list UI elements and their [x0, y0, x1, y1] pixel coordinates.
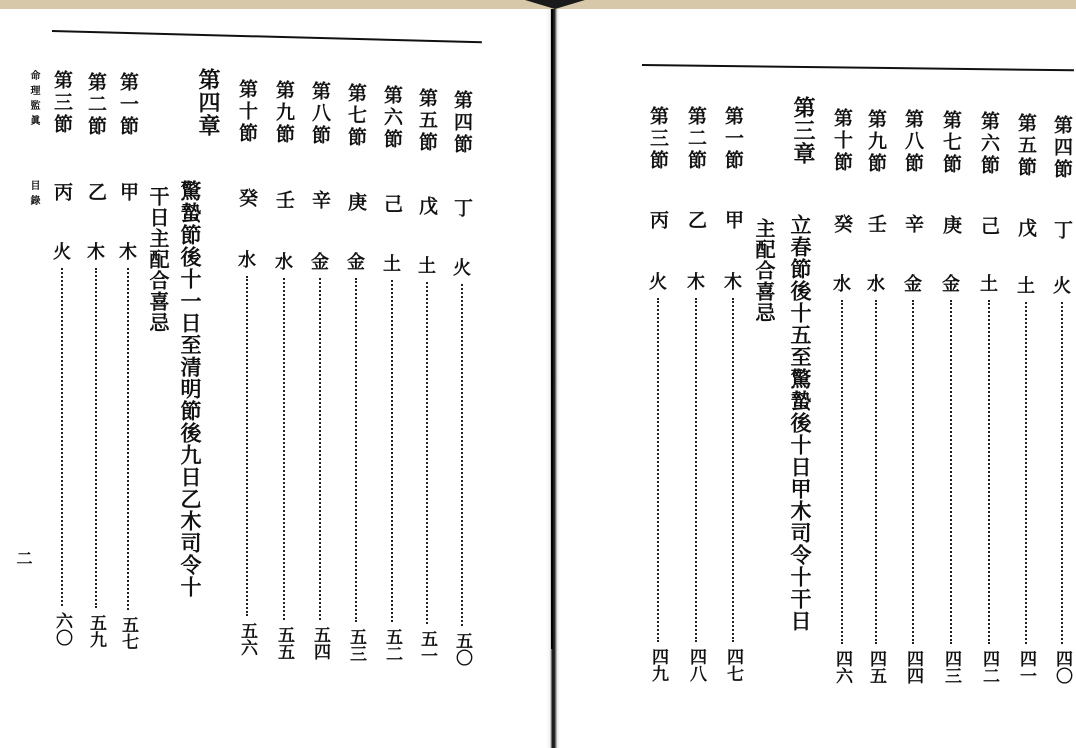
toc-entry-element: 木: [724, 272, 742, 293]
toc-entry-page: 五九: [86, 614, 106, 648]
toc-entry-stem: 庚: [940, 215, 962, 237]
toc-entry-element: 土: [1017, 276, 1035, 297]
toc-entry-element: 金: [942, 274, 960, 295]
toc-entry-element: 水: [275, 252, 293, 273]
toc-leader-dots: [875, 300, 877, 644]
toc-leader-dots: [246, 276, 248, 616]
toc-entry-element: 金: [904, 274, 922, 295]
toc-entry-page: 四一: [1016, 650, 1036, 684]
toc-entry-element: 木: [119, 242, 137, 263]
toc-leader-dots: [912, 300, 914, 644]
toc-entry-element: 水: [833, 274, 851, 295]
toc-entry-stem: 己: [381, 194, 403, 216]
toc-entry-stem: 甲: [117, 182, 139, 204]
toc-entry-stem: 甲: [722, 210, 744, 232]
toc-entry-label: 第四節: [1051, 115, 1073, 181]
toc-entry-element: 金: [347, 252, 365, 273]
toc-leader-dots: [1061, 302, 1063, 644]
toc-entry-page: 五七: [118, 616, 138, 650]
toc-entry-label: 第八節: [309, 81, 331, 147]
toc-entry-element: 土: [383, 254, 401, 275]
toc-entry-stem: 辛: [902, 214, 924, 236]
toc-entry-page: 四二: [979, 650, 999, 684]
toc-entry-element: 水: [867, 274, 885, 295]
toc-entry-element: 木: [687, 272, 705, 293]
toc-entry-page: 五三: [346, 628, 366, 662]
chapter-heading: 第四章: [195, 68, 221, 137]
chapter-subtitle: 干日主配合喜忌: [146, 186, 170, 333]
toc-leader-dots: [732, 298, 734, 642]
toc-entry-label: 第十節: [831, 108, 853, 174]
toc-leader-dots: [841, 300, 843, 644]
toc-entry-label: 第三節: [647, 106, 669, 172]
toc-entry-label: 第三節: [51, 70, 73, 136]
toc-entry-stem: 戊: [416, 196, 438, 218]
toc-entry-label: 第十節: [236, 79, 258, 145]
toc-entry-label: 第七節: [345, 83, 367, 149]
toc-leader-dots: [426, 282, 428, 624]
toc-leader-dots: [95, 268, 97, 608]
chapter-heading: 第三章: [790, 96, 816, 165]
toc-entry-stem: 丁: [451, 198, 473, 220]
running-head: 命理監眞: [28, 70, 39, 130]
toc-entry-page: 五五: [274, 626, 294, 660]
toc-entry-stem: 乙: [85, 182, 107, 204]
toc-entry-label: 第一節: [117, 72, 139, 138]
toc-leader-dots: [461, 284, 463, 626]
toc-entry-page: 四四: [903, 650, 923, 684]
toc-entry-page: 四五: [866, 650, 886, 684]
toc-entry-element: 火: [53, 242, 71, 263]
toc-entry-element: 土: [418, 256, 436, 277]
toc-entry-stem: 乙: [685, 210, 707, 232]
toc-leader-dots: [319, 278, 321, 620]
toc-entry-page: 四九: [648, 648, 668, 682]
toc-leader-dots: [127, 268, 129, 610]
page-folio: 二: [14, 550, 33, 566]
toc-entry-page: 五一: [417, 630, 437, 664]
top-notch: [525, 0, 585, 9]
toc-leader-dots: [988, 300, 990, 644]
toc-leader-dots: [657, 298, 659, 642]
toc-entry-page: 六〇: [52, 612, 72, 646]
book-gutter: [546, 9, 560, 748]
chapter-title: 立春節後十五至驚蟄後十日甲木司令十干日: [788, 214, 813, 632]
toc-entry-element: 土: [980, 274, 998, 295]
toc-entry-stem: 壬: [273, 190, 295, 212]
toc-entry-page: 四七: [723, 648, 743, 682]
toc-entry-element: 火: [649, 272, 667, 293]
running-section: 目錄: [28, 180, 39, 210]
toc-leader-dots: [61, 268, 63, 606]
toc-entry-stem: 己: [978, 216, 1000, 238]
toc-entry-label: 第六節: [381, 85, 403, 151]
gutter-shadow: [551, 9, 553, 649]
toc-entry-page: 四〇: [1052, 650, 1072, 684]
toc-entry-stem: 辛: [309, 190, 331, 212]
toc-entry-stem: 癸: [831, 214, 853, 236]
toc-entry-stem: 丙: [51, 182, 73, 204]
toc-entry-label: 第七節: [940, 110, 962, 176]
toc-entry-label: 第四節: [451, 90, 473, 156]
toc-entry-stem: 壬: [865, 214, 887, 236]
toc-entry-stem: 癸: [236, 188, 258, 210]
toc-entry-page: 五六: [237, 622, 257, 656]
toc-entry-element: 金: [311, 252, 329, 273]
toc-entry-label: 第一節: [722, 106, 744, 172]
toc-entry-page: 五四: [310, 626, 330, 660]
toc-entry-stem: 戊: [1015, 218, 1037, 240]
toc-entry-element: 火: [453, 258, 471, 279]
toc-entry-element: 水: [238, 250, 256, 271]
toc-entry-label: 第二節: [85, 72, 107, 138]
toc-leader-dots: [695, 298, 697, 642]
toc-leader-dots: [391, 280, 393, 622]
toc-entry-label: 第九節: [273, 80, 295, 146]
toc-entry-element: 木: [87, 242, 105, 263]
toc-leader-dots: [283, 278, 285, 620]
toc-entry-stem: 丁: [1051, 220, 1073, 242]
toc-entry-label: 第六節: [978, 111, 1000, 177]
toc-entry-stem: 庚: [345, 192, 367, 214]
toc-entry-page: 四八: [686, 648, 706, 682]
toc-leader-dots: [1025, 302, 1027, 644]
toc-leader-dots: [950, 300, 952, 644]
toc-entry-label: 第二節: [685, 106, 707, 172]
toc-entry-page: 五〇: [452, 632, 472, 666]
toc-entry-page: 四三: [941, 650, 961, 684]
toc-entry-page: 五二: [382, 628, 402, 662]
toc-entry-label: 第五節: [1015, 113, 1037, 179]
toc-entry-label: 第九節: [865, 109, 887, 175]
chapter-title: 驚蟄節後十一日至清明節後九日乙木司令十: [178, 180, 203, 598]
toc-entry-element: 火: [1053, 276, 1071, 297]
toc-entry-page: 四六: [832, 650, 852, 684]
toc-entry-label: 第五節: [416, 88, 438, 154]
toc-entry-stem: 丙: [647, 210, 669, 232]
toc-entry-label: 第八節: [902, 109, 924, 175]
toc-leader-dots: [355, 278, 357, 622]
chapter-subtitle: 主配合喜忌: [752, 218, 776, 323]
